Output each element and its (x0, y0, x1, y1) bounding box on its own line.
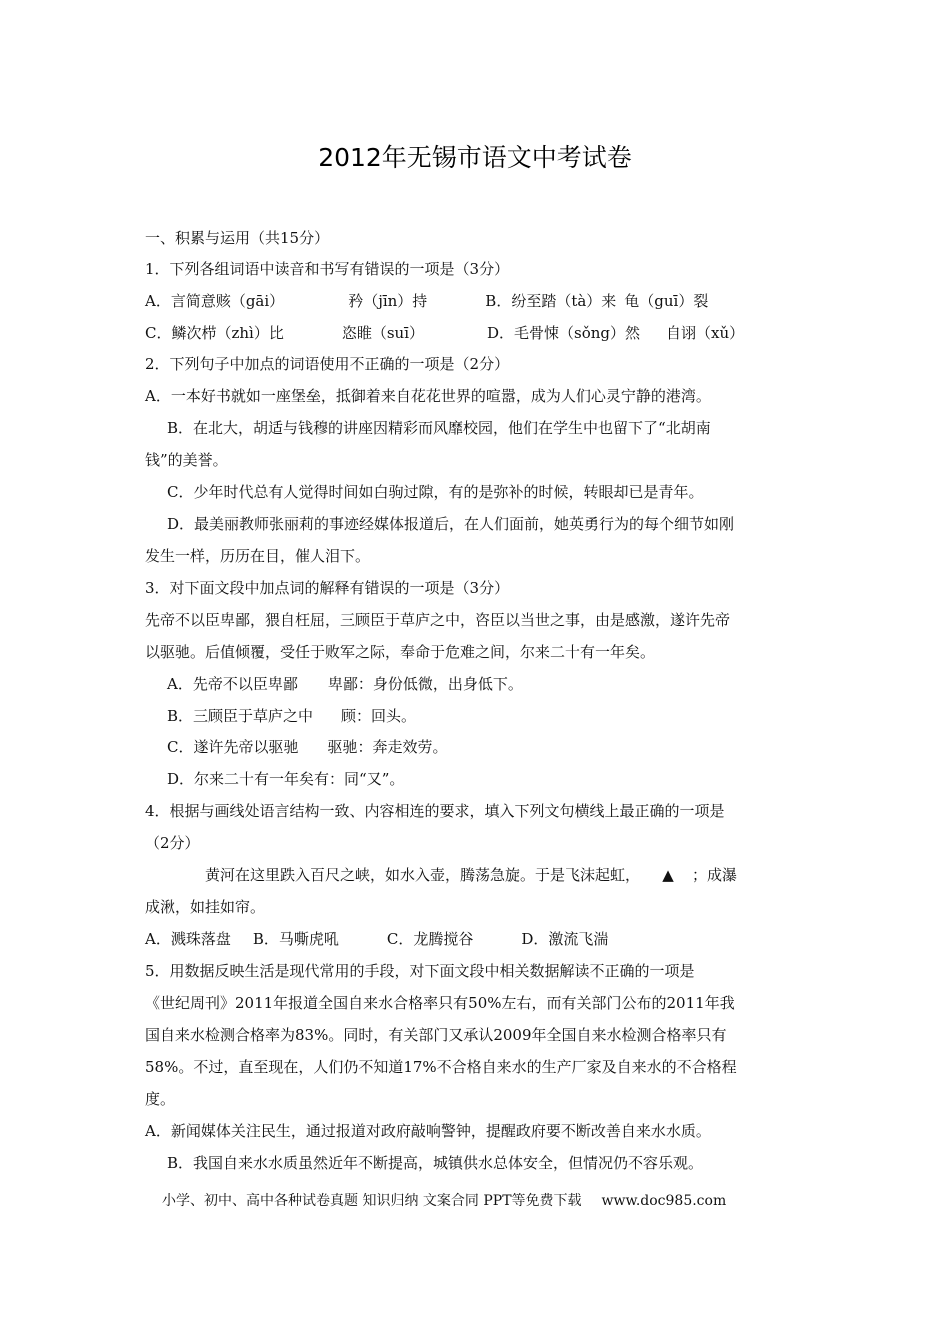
page-footer (162, 1190, 726, 1212)
footer-text: 小学、初中、高中各种试卷真题 知识归纳 文案合同 PPT等免费下载 (162, 1193, 582, 1209)
q1-options-ab (145, 290, 708, 312)
q2-option-d-line1: D．最美丽教师张丽莉的事迹经媒体报道后，在人们面前，她英勇行为的每个细节如刚 (167, 515, 735, 533)
q4-option-a: A．溅珠落盘 (145, 930, 231, 948)
q1-option-b: B．纷至踏（tà）来 (485, 292, 617, 310)
q4-passage-line2: 成湫，如挂如帘。 (145, 898, 266, 916)
q1-option-c: C．鳞次栉（zhì）比 (145, 324, 284, 342)
q4-passage-line1 (205, 864, 737, 886)
q4-options (145, 928, 608, 950)
q5-passage-line2: 国自来水检测合格率为83%。同时，有关部门又承认2009年全国自来水检测合格率只有 (145, 1026, 727, 1044)
q3-option-d: D．尔来二十有一年矣有：同“又”。 (167, 770, 405, 788)
q3-option-b-gloss: 顾：回头。 (341, 707, 417, 725)
q3-stem: 3．对下面文段中加点词的解释有错误的一项是（3分） (145, 579, 510, 597)
q3-option-a-phrase: A．先帝不以臣卑鄙 (167, 675, 298, 693)
q1-option-a: A．言简意赅（gāi） (145, 292, 285, 310)
q3-option-c (167, 736, 448, 758)
q3-passage-line1: 先帝不以臣卑鄙，猥自枉屈，三顾臣于草庐之中，咨臣以当世之事，由是感激，遂许先帝 (145, 611, 731, 629)
q2-option-c: C．少年时代总有人觉得时间如白驹过隙，有的是弥补的时候，转眼却已是青年。 (167, 483, 704, 501)
q5-stem: 5．用数据反映生活是现代常用的手段，对下面文段中相关数据解读不正确的一项是 (145, 962, 695, 980)
q5-passage-line4: 度。 (145, 1090, 176, 1108)
q3-option-b (167, 705, 416, 727)
q3-option-a-gloss: 卑鄙：身份低微，出身低下。 (327, 675, 523, 693)
q3-option-c-gloss: 驱驰：奔走效劳。 (327, 738, 448, 756)
q1-option-b-word2: 龟（guī）裂 (624, 292, 709, 310)
section-heading: 一、积累与运用（共15分） (145, 229, 330, 247)
q4-option-d: D．激流飞湍 (521, 930, 609, 948)
q5-option-b: B．我国自来水水质虽然近年不断提高，城镇供水总体安全，但情况仍不容乐观。 (167, 1154, 704, 1172)
q3-passage-line2: 以驱驰。后值倾覆，受任于败军之际，奉命于危难之间，尔来二十有一年矣。 (145, 643, 656, 661)
q4-stem-line1: 4．根据与画线处语言结构一致、内容相连的要求，填入下列文句横线上最正确的一项是 (145, 802, 725, 820)
q4-option-b: B．马嘶虎吼 (252, 930, 339, 948)
q2-option-b-line2: 钱”的美誉。 (145, 451, 228, 469)
q5-option-a: A．新闻媒体关注民生，通过报道对政府敲响警钟，提醒政府要不断改善自来水水质。 (145, 1122, 711, 1140)
q4-option-c: C．龙腾搅谷 (386, 930, 474, 948)
q3-option-a (167, 673, 523, 695)
q3-option-b-phrase: B．三顾臣于草庐之中 (167, 707, 314, 725)
q2-stem: 2．下列句子中加点的词语使用不正确的一项是（2分） (145, 355, 510, 373)
q1-option-c-word2: 恣睢（suī） (341, 324, 424, 342)
q1-options-cd (145, 322, 744, 344)
q5-passage-line3: 58%。不过，直至现在，人们仍不知道17%不合格自来水的生产厂家及自来水的不合格程 (145, 1058, 737, 1076)
q4-passage-text-end: ；成瀑 (692, 866, 738, 884)
q5-passage-line1: 《世纪周刊》2011年报道全国自来水合格率只有50%左右，而有关部门公布的2011年我 (145, 994, 735, 1012)
q1-option-d-word2: 自诩（xǔ） (666, 324, 745, 342)
q1-stem: 1．下列各组词语中读音和书写有错误的一项是（3分） (145, 260, 510, 278)
q4-stem-line2: （2分） (145, 834, 200, 852)
q2-option-d-line2: 发生一样，历历在目，催人泪下。 (145, 547, 371, 565)
q3-option-c-phrase: C．遂许先帝以驱驰 (167, 738, 299, 756)
q4-passage-text: 黄河在这里跌入百尺之峡，如水入壶，腾荡急旋。于是飞沫起虹， (205, 866, 641, 884)
blank-triangle-icon: ▲ (662, 866, 674, 884)
q2-option-a: A．一本好书就如一座堡垒，抵御着来自花花世界的喧嚣，成为人们心灵宁静的港湾。 (145, 387, 711, 405)
q1-option-d: D．毛骨悚（sǒng）然 (487, 324, 641, 342)
q1-option-a-word2: 矜（jīn）持 (348, 292, 428, 310)
footer-url[interactable]: www.doc985.com (601, 1193, 727, 1209)
page-title: 2012年无锡市语文中考试卷 (318, 143, 632, 172)
q2-option-b-line1: B．在北大，胡适与钱穆的讲座因精彩而风靡校园，他们在学生中也留下了“北胡南 (167, 419, 711, 437)
